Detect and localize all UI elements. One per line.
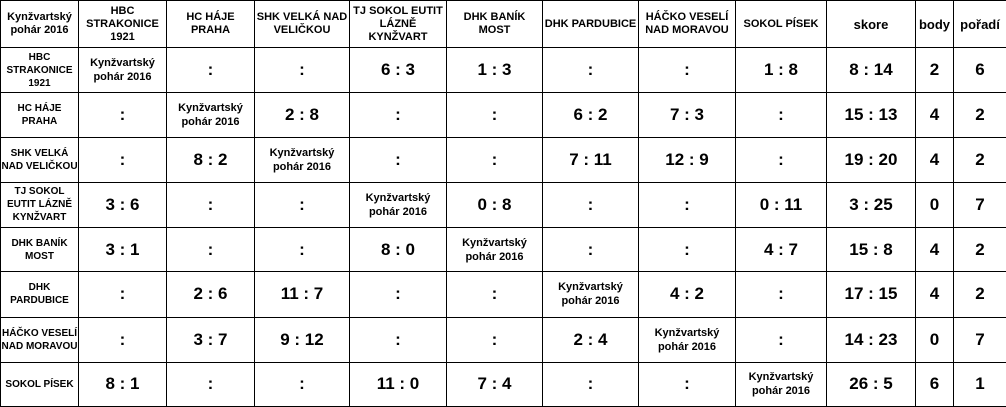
table-row	[1, 182, 1006, 227]
match-result-cell: :	[255, 48, 350, 93]
rank-cell: 1	[954, 362, 1006, 406]
row-header-team: SHK VELKÁ NAD VELIČKOU	[1, 137, 79, 182]
row-header-team: HC HÁJE PRAHA	[1, 93, 79, 137]
match-result-cell: 1 : 8	[736, 48, 827, 93]
points-cell: 4	[916, 93, 954, 137]
match-result-cell: :	[167, 182, 255, 227]
match-result-cell: :	[543, 182, 639, 227]
match-result-cell: :	[79, 272, 167, 317]
table-body	[1, 48, 1006, 407]
points-cell: 0	[916, 317, 954, 362]
rank-cell: 7	[954, 182, 1006, 227]
match-result-cell: :	[447, 272, 543, 317]
table-row	[1, 48, 1006, 93]
col-header-team: DHK PARDUBICE	[543, 1, 639, 48]
match-result-cell: :	[447, 137, 543, 182]
diagonal-cell: Kynžvartský pohár 2016	[350, 182, 447, 227]
match-result-cell: :	[167, 362, 255, 406]
match-result-cell: 6 : 3	[350, 48, 447, 93]
match-result-cell: 3 : 7	[167, 317, 255, 362]
match-result-cell: :	[639, 48, 736, 93]
row-header-team: HÁČKO VESELÍ NAD MORAVOU	[1, 317, 79, 362]
points-cell: 2	[916, 48, 954, 93]
match-result-cell: 4 : 2	[639, 272, 736, 317]
rank-cell: 2	[954, 93, 1006, 137]
match-result-cell: :	[79, 93, 167, 137]
rank-cell: 7	[954, 317, 1006, 362]
match-result-cell: :	[167, 228, 255, 272]
diagonal-cell: Kynžvartský pohár 2016	[447, 228, 543, 272]
match-result-cell: :	[79, 317, 167, 362]
table-row	[1, 272, 1006, 317]
col-header-points: body	[916, 1, 954, 48]
match-result-cell: 8 : 1	[79, 362, 167, 406]
match-result-cell: 9 : 12	[255, 317, 350, 362]
match-result-cell: 11 : 0	[350, 362, 447, 406]
match-result-cell: :	[639, 362, 736, 406]
points-cell: 4	[916, 137, 954, 182]
match-result-cell: 8 : 2	[167, 137, 255, 182]
match-result-cell: 4 : 7	[736, 228, 827, 272]
total-score-cell: 17 : 15	[827, 272, 916, 317]
total-score-cell: 8 : 14	[827, 48, 916, 93]
match-result-cell: :	[543, 228, 639, 272]
match-result-cell: :	[639, 182, 736, 227]
rank-cell: 6	[954, 48, 1006, 93]
match-result-cell: :	[447, 93, 543, 137]
match-result-cell: :	[736, 137, 827, 182]
match-result-cell: 7 : 3	[639, 93, 736, 137]
match-result-cell: :	[350, 93, 447, 137]
points-cell: 6	[916, 362, 954, 406]
diagonal-cell: Kynžvartský pohár 2016	[255, 137, 350, 182]
match-result-cell: :	[79, 137, 167, 182]
match-result-cell: :	[350, 272, 447, 317]
match-result-cell: 12 : 9	[639, 137, 736, 182]
total-score-cell: 19 : 20	[827, 137, 916, 182]
row-header-team: DHK PARDUBICE	[1, 272, 79, 317]
match-result-cell: 6 : 2	[543, 93, 639, 137]
diagonal-cell: Kynžvartský pohár 2016	[167, 93, 255, 137]
header-row	[1, 1, 1006, 48]
points-cell: 4	[916, 272, 954, 317]
match-result-cell: :	[543, 48, 639, 93]
row-header-team: HBC STRAKONICE 1921	[1, 48, 79, 93]
match-result-cell: :	[543, 362, 639, 406]
total-score-cell: 14 : 23	[827, 317, 916, 362]
total-score-cell: 26 : 5	[827, 362, 916, 406]
match-result-cell: 0 : 8	[447, 182, 543, 227]
match-result-cell: 7 : 4	[447, 362, 543, 406]
table-row	[1, 93, 1006, 137]
match-result-cell: 11 : 7	[255, 272, 350, 317]
match-result-cell: :	[736, 93, 827, 137]
col-header-team: HBC STRAKONICE 1921	[79, 1, 167, 48]
match-result-cell: :	[167, 48, 255, 93]
total-score-cell: 15 : 13	[827, 93, 916, 137]
match-result-cell: :	[255, 362, 350, 406]
total-score-cell: 3 : 25	[827, 182, 916, 227]
table-row	[1, 362, 1006, 406]
corner-label: Kynžvartský pohár 2016	[1, 1, 79, 48]
row-header-team: SOKOL PÍSEK	[1, 362, 79, 406]
match-result-cell: :	[447, 317, 543, 362]
match-result-cell: 2 : 8	[255, 93, 350, 137]
match-result-cell: 8 : 0	[350, 228, 447, 272]
col-header-team: SOKOL PÍSEK	[736, 1, 827, 48]
match-result-cell: :	[736, 272, 827, 317]
match-result-cell: 3 : 1	[79, 228, 167, 272]
table-row	[1, 137, 1006, 182]
match-result-cell: :	[350, 137, 447, 182]
match-result-cell: 7 : 11	[543, 137, 639, 182]
total-score-cell: 15 : 8	[827, 228, 916, 272]
rank-cell: 2	[954, 137, 1006, 182]
match-result-cell: :	[639, 228, 736, 272]
table-row	[1, 317, 1006, 362]
diagonal-cell: Kynžvartský pohár 2016	[639, 317, 736, 362]
row-header-team: TJ SOKOL EUTIT LÁZNĚ KYNŽVART	[1, 182, 79, 227]
diagonal-cell: Kynžvartský pohár 2016	[543, 272, 639, 317]
rank-cell: 2	[954, 272, 1006, 317]
match-result-cell: 2 : 4	[543, 317, 639, 362]
col-header-rank: pořadí	[954, 1, 1006, 48]
points-cell: 0	[916, 182, 954, 227]
col-header-team: SHK VELKÁ NAD VELIČKOU	[255, 1, 350, 48]
col-header-team: HÁČKO VESELÍ NAD MORAVOU	[639, 1, 736, 48]
diagonal-cell: Kynžvartský pohár 2016	[736, 362, 827, 406]
match-result-cell: :	[736, 317, 827, 362]
col-header-team: HC HÁJE PRAHA	[167, 1, 255, 48]
match-result-cell: 3 : 6	[79, 182, 167, 227]
rank-cell: 2	[954, 228, 1006, 272]
points-cell: 4	[916, 228, 954, 272]
diagonal-cell: Kynžvartský pohár 2016	[79, 48, 167, 93]
match-result-cell: :	[255, 182, 350, 227]
table-row	[1, 228, 1006, 272]
match-result-cell: 2 : 6	[167, 272, 255, 317]
match-result-cell: 1 : 3	[447, 48, 543, 93]
col-header-team: TJ SOKOL EUTIT LÁZNĚ KYNŽVART	[350, 1, 447, 48]
row-header-team: DHK BANÍK MOST	[1, 228, 79, 272]
col-header-team: DHK BANÍK MOST	[447, 1, 543, 48]
col-header-score: skore	[827, 1, 916, 48]
match-result-cell: :	[255, 228, 350, 272]
match-result-cell: :	[350, 317, 447, 362]
match-result-cell: 0 : 11	[736, 182, 827, 227]
